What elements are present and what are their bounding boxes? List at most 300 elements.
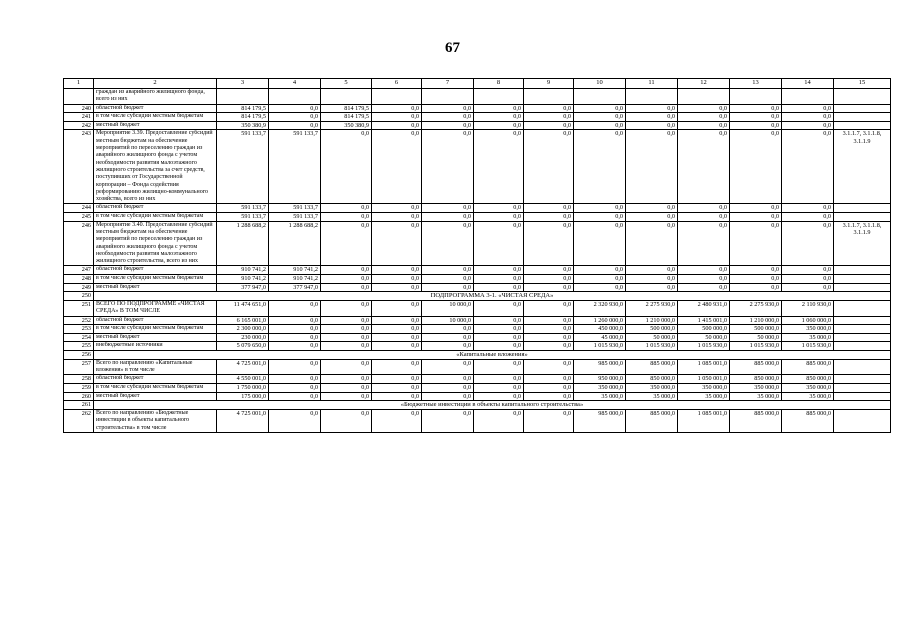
row-name-cell: в том числе субсидии местным бюджетам — [94, 325, 217, 334]
row-number-cell: 246 — [64, 221, 94, 266]
row-value-cell: 0,0 — [474, 375, 524, 384]
row-value-cell: 0,0 — [626, 130, 678, 204]
row-name-cell: Мероприятие 3.40. Предоставление субсидий местным бюджетам на обеспечение мероприятий по переселению граждан из аварийного жилищного фонда с учетом необходимости развития малоэтажного жилищного строительства, всего из них — [94, 221, 217, 266]
column-number-cell: 8 — [474, 79, 524, 89]
row-value-cell: 0,0 — [524, 266, 574, 275]
row-value-cell: 350 000,0 — [782, 384, 834, 393]
column-number-cell: 2 — [94, 79, 217, 89]
row-value-cell: 0,0 — [524, 384, 574, 393]
row-value-cell: 0,0 — [474, 266, 524, 275]
row-value-cell: 0,0 — [474, 316, 524, 325]
row-value-cell: 0,0 — [422, 121, 474, 130]
row-number-cell: 242 — [64, 121, 94, 130]
row-value-cell: 0,0 — [372, 375, 422, 384]
row-value-cell: 0,0 — [782, 204, 834, 213]
row-number-cell: 247 — [64, 266, 94, 275]
row-name-cell: ВСЕГО ПО ПОДПРОГРАММЕ «ЧИСТАЯ СРЕДА» В ТОМ ЧИСЛЕ — [94, 301, 217, 317]
row-value-cell: 885 000,0 — [782, 410, 834, 433]
table-row — [64, 359, 891, 375]
row-value-cell: 0,0 — [524, 221, 574, 266]
row-value-cell: 0,0 — [626, 121, 678, 130]
row-value-cell: 0,0 — [269, 410, 321, 433]
row-value-cell: 0,0 — [574, 213, 626, 222]
row-name-cell: областной бюджет — [94, 104, 217, 113]
row-number-cell: 249 — [64, 283, 94, 292]
row-value-cell: 0,0 — [574, 121, 626, 130]
column-number-cell: 5 — [321, 79, 372, 89]
row-value-cell: 0,0 — [730, 113, 782, 122]
row-value-cell: 1 050 001,0 — [678, 375, 730, 384]
row-value-cell: 850 000,0 — [782, 375, 834, 384]
table-row — [64, 333, 891, 342]
row-number-cell: 241 — [64, 113, 94, 122]
column-number-cell: 11 — [626, 79, 678, 89]
row-value-cell: 0,0 — [372, 266, 422, 275]
column-number-cell: 14 — [782, 79, 834, 89]
row-value-cell: 0,0 — [574, 283, 626, 292]
row-name-cell: внебюджетные источники — [94, 342, 217, 351]
row-value-cell: 0,0 — [422, 204, 474, 213]
row-number-cell: 244 — [64, 204, 94, 213]
table-row — [64, 316, 891, 325]
row-value-cell: 0,0 — [524, 316, 574, 325]
row-value-cell: 0,0 — [372, 342, 422, 351]
row-value-cell: 0,0 — [269, 342, 321, 351]
row-value-cell: 0,0 — [372, 325, 422, 334]
section-row — [64, 401, 891, 410]
row-value-cell: 350 380,9 — [217, 121, 269, 130]
row-value-cell: 35 000,0 — [678, 392, 730, 401]
row-name-cell: областной бюджет — [94, 266, 217, 275]
row-value-cell: 0,0 — [422, 283, 474, 292]
table-row — [64, 104, 891, 113]
row-number-cell: 259 — [64, 384, 94, 393]
row-value-cell: 0,0 — [678, 221, 730, 266]
row-value-cell: 1 085 001,0 — [678, 359, 730, 375]
row-value-cell — [782, 89, 834, 105]
row-name-cell: в том числе субсидии местным бюджетам — [94, 213, 217, 222]
row-value-cell: 0,0 — [730, 213, 782, 222]
row-value-cell: 350 380,9 — [321, 121, 372, 130]
row-value-cell — [474, 89, 524, 105]
row-value-cell: 0,0 — [524, 333, 574, 342]
row-value-cell: 1 015 930,0 — [730, 342, 782, 351]
row-number-cell: 253 — [64, 325, 94, 334]
row-number-cell: 252 — [64, 316, 94, 325]
row-name-cell: Всего по направлению «Бюджетные инвестиции в объекты капитального строительства» в том числе — [94, 410, 217, 433]
row-reference-cell — [834, 392, 891, 401]
section-row — [64, 350, 891, 359]
row-value-cell: 0,0 — [474, 392, 524, 401]
row-value-cell: 0,0 — [321, 325, 372, 334]
row-reference-cell — [834, 342, 891, 351]
row-value-cell: 0,0 — [321, 359, 372, 375]
row-value-cell: 0,0 — [730, 221, 782, 266]
row-value-cell: 50 000,0 — [730, 333, 782, 342]
row-value-cell: 0,0 — [524, 342, 574, 351]
row-value-cell: 0,0 — [321, 333, 372, 342]
row-value-cell: 1 015 930,0 — [782, 342, 834, 351]
row-value-cell: 591 133,7 — [217, 130, 269, 204]
row-value-cell: 2 480 931,0 — [678, 301, 730, 317]
row-reference-cell — [834, 316, 891, 325]
row-value-cell: 0,0 — [321, 283, 372, 292]
row-value-cell: 0,0 — [678, 130, 730, 204]
row-name-cell: в том числе субсидии местным бюджетам — [94, 384, 217, 393]
table-row — [64, 392, 891, 401]
row-value-cell: 1 415 001,0 — [678, 316, 730, 325]
row-value-cell — [321, 89, 372, 105]
row-value-cell: 0,0 — [474, 213, 524, 222]
row-value-cell: 1 210 000,0 — [730, 316, 782, 325]
row-value-cell: 0,0 — [321, 221, 372, 266]
row-reference-cell — [834, 325, 891, 334]
row-name-cell: в том числе субсидии местным бюджетам — [94, 113, 217, 122]
row-value-cell: 0,0 — [730, 121, 782, 130]
row-value-cell: 350 000,0 — [626, 384, 678, 393]
table-row — [64, 283, 891, 292]
row-value-cell: 910 741,2 — [269, 266, 321, 275]
row-value-cell: 814 179,5 — [321, 113, 372, 122]
row-value-cell: 0,0 — [730, 283, 782, 292]
row-value-cell: 0,0 — [269, 375, 321, 384]
row-value-cell: 0,0 — [269, 392, 321, 401]
table-row — [64, 325, 891, 334]
row-reference-cell — [834, 104, 891, 113]
table-row — [64, 121, 891, 130]
row-value-cell: 0,0 — [524, 121, 574, 130]
row-value-cell: 2 275 930,0 — [730, 301, 782, 317]
row-value-cell: 0,0 — [574, 266, 626, 275]
column-number-cell: 4 — [269, 79, 321, 89]
row-value-cell: 0,0 — [372, 283, 422, 292]
row-value-cell: 1 750 000,0 — [217, 384, 269, 393]
row-value-cell: 10 000,0 — [422, 301, 474, 317]
table-row — [64, 301, 891, 317]
row-value-cell: 0,0 — [372, 359, 422, 375]
row-value-cell: 0,0 — [372, 384, 422, 393]
row-value-cell: 0,0 — [782, 221, 834, 266]
row-value-cell: 0,0 — [782, 213, 834, 222]
row-value-cell: 850 000,0 — [730, 375, 782, 384]
page-number: 67 — [445, 40, 460, 56]
row-value-cell: 50 000,0 — [678, 333, 730, 342]
row-value-cell: 885 000,0 — [730, 359, 782, 375]
row-value-cell: 0,0 — [524, 275, 574, 284]
row-name-cell: областной бюджет — [94, 316, 217, 325]
row-number-cell: 248 — [64, 275, 94, 284]
row-value-cell: 0,0 — [574, 204, 626, 213]
row-value-cell: 350 000,0 — [574, 384, 626, 393]
row-number-cell: 255 — [64, 342, 94, 351]
row-value-cell: 0,0 — [626, 275, 678, 284]
row-value-cell: 0,0 — [422, 359, 474, 375]
row-value-cell: 0,0 — [269, 359, 321, 375]
row-value-cell: 175 000,0 — [217, 392, 269, 401]
row-value-cell: 0,0 — [730, 275, 782, 284]
row-value-cell: 0,0 — [524, 359, 574, 375]
row-value-cell: 2 110 930,0 — [782, 301, 834, 317]
row-value-cell: 0,0 — [678, 266, 730, 275]
row-value-cell: 0,0 — [474, 325, 524, 334]
row-value-cell: 0,0 — [678, 213, 730, 222]
row-reference-cell — [834, 213, 891, 222]
row-value-cell: 0,0 — [269, 316, 321, 325]
row-value-cell: 0,0 — [269, 301, 321, 317]
column-number-cell: 13 — [730, 79, 782, 89]
row-value-cell: 0,0 — [321, 384, 372, 393]
row-value-cell: 0,0 — [372, 410, 422, 433]
row-value-cell: 0,0 — [678, 121, 730, 130]
row-value-cell: 1 085 001,0 — [678, 410, 730, 433]
row-value-cell: 0,0 — [524, 325, 574, 334]
table-row — [64, 130, 891, 204]
row-value-cell: 35 000,0 — [626, 392, 678, 401]
row-number-cell: 243 — [64, 130, 94, 204]
row-value-cell: 1 015 930,0 — [678, 342, 730, 351]
row-value-cell: 0,0 — [422, 392, 474, 401]
row-value-cell: 0,0 — [730, 204, 782, 213]
row-value-cell: 0,0 — [422, 266, 474, 275]
row-value-cell: 591 133,7 — [269, 213, 321, 222]
row-number-cell: 251 — [64, 301, 94, 317]
row-value-cell: 885 000,0 — [626, 410, 678, 433]
row-value-cell: 0,0 — [474, 204, 524, 213]
row-reference-cell — [834, 301, 891, 317]
row-value-cell: 1 210 000,0 — [626, 316, 678, 325]
row-value-cell: 985 000,0 — [574, 410, 626, 433]
column-number-cell: 7 — [422, 79, 474, 89]
row-value-cell: 814 179,5 — [321, 104, 372, 113]
row-value-cell: 35 000,0 — [574, 392, 626, 401]
row-value-cell: 1 288 688,2 — [217, 221, 269, 266]
row-value-cell: 4 725 001,0 — [217, 410, 269, 433]
row-value-cell: 0,0 — [422, 375, 474, 384]
row-value-cell — [217, 89, 269, 105]
row-value-cell: 2 275 930,0 — [626, 301, 678, 317]
row-value-cell: 0,0 — [474, 113, 524, 122]
row-value-cell: 0,0 — [269, 104, 321, 113]
row-value-cell: 0,0 — [422, 333, 474, 342]
row-value-cell: 0,0 — [321, 392, 372, 401]
row-value-cell: 0,0 — [474, 359, 524, 375]
row-value-cell: 0,0 — [474, 275, 524, 284]
row-name-cell: Мероприятие 3.39. Предоставление субсидий местным бюджетам на обеспечение мероприятий по переселению граждан из аварийного жилищного фонда с учетом необходимости развития малоэтажного жилищного строительства за счет средств, поступивших от Государственной корпорации – Фонда содействия реформированию жилищно-коммунального хозяйства, всего из них — [94, 130, 217, 204]
row-value-cell: 0,0 — [474, 301, 524, 317]
column-number-cell: 6 — [372, 79, 422, 89]
table-row — [64, 221, 891, 266]
row-value-cell: 2 320 930,0 — [574, 301, 626, 317]
row-value-cell: 0,0 — [524, 283, 574, 292]
row-number-cell: 256 — [64, 350, 94, 359]
row-value-cell: 0,0 — [626, 113, 678, 122]
row-value-cell: 0,0 — [626, 213, 678, 222]
row-value-cell: 0,0 — [678, 104, 730, 113]
row-value-cell: 0,0 — [474, 283, 524, 292]
row-value-cell: 910 741,2 — [269, 275, 321, 284]
row-value-cell: 985 000,0 — [574, 359, 626, 375]
row-value-cell: 45 000,0 — [574, 333, 626, 342]
row-value-cell: 0,0 — [321, 275, 372, 284]
row-value-cell: 0,0 — [574, 113, 626, 122]
row-reference-cell — [834, 204, 891, 213]
row-value-cell: 0,0 — [269, 121, 321, 130]
row-value-cell: 0,0 — [372, 213, 422, 222]
section-row — [64, 292, 891, 301]
row-value-cell: 0,0 — [321, 375, 372, 384]
row-name-cell: областной бюджет — [94, 204, 217, 213]
row-name-cell: местный бюджет — [94, 121, 217, 130]
row-value-cell: 0,0 — [372, 301, 422, 317]
row-value-cell: 0,0 — [574, 130, 626, 204]
row-value-cell: 500 000,0 — [730, 325, 782, 334]
row-value-cell: 0,0 — [626, 266, 678, 275]
row-value-cell: 814 179,5 — [217, 104, 269, 113]
row-value-cell: 0,0 — [730, 266, 782, 275]
row-value-cell: 0,0 — [269, 384, 321, 393]
row-reference-cell — [834, 266, 891, 275]
column-number-cell: 9 — [524, 79, 574, 89]
row-value-cell: 0,0 — [626, 221, 678, 266]
row-value-cell: 500 000,0 — [626, 325, 678, 334]
section-title-cell: «Бюджетные инвестиции в объекты капитального строительства» — [94, 401, 891, 410]
row-value-cell: 0,0 — [524, 410, 574, 433]
row-reference-cell — [834, 333, 891, 342]
row-value-cell: 0,0 — [422, 410, 474, 433]
row-value-cell: 0,0 — [524, 213, 574, 222]
row-value-cell: 591 133,7 — [269, 130, 321, 204]
row-value-cell — [372, 89, 422, 105]
row-value-cell: 0,0 — [321, 204, 372, 213]
row-value-cell: 0,0 — [782, 113, 834, 122]
row-reference-cell — [834, 359, 891, 375]
row-value-cell: 377 947,0 — [269, 283, 321, 292]
row-name-cell: местный бюджет — [94, 333, 217, 342]
row-value-cell: 0,0 — [524, 301, 574, 317]
row-value-cell: 0,0 — [372, 121, 422, 130]
row-value-cell: 0,0 — [474, 221, 524, 266]
row-value-cell: 0,0 — [626, 104, 678, 113]
row-value-cell: 230 000,0 — [217, 333, 269, 342]
row-value-cell: 0,0 — [372, 275, 422, 284]
row-number-cell: 240 — [64, 104, 94, 113]
row-value-cell: 0,0 — [422, 325, 474, 334]
table-row — [64, 204, 891, 213]
row-value-cell: 0,0 — [321, 342, 372, 351]
column-number-row — [64, 79, 891, 89]
row-value-cell: 0,0 — [678, 283, 730, 292]
row-value-cell: 0,0 — [269, 333, 321, 342]
row-value-cell: 1 015 930,0 — [574, 342, 626, 351]
row-value-cell — [626, 89, 678, 105]
row-value-cell: 0,0 — [321, 410, 372, 433]
row-value-cell: 591 133,7 — [269, 204, 321, 213]
row-value-cell — [730, 89, 782, 105]
column-number-cell: 10 — [574, 79, 626, 89]
row-value-cell: 0,0 — [574, 221, 626, 266]
row-value-cell: 0,0 — [474, 384, 524, 393]
row-value-cell: 50 000,0 — [626, 333, 678, 342]
row-value-cell: 885 000,0 — [626, 359, 678, 375]
table-row — [64, 113, 891, 122]
row-value-cell: 0,0 — [730, 130, 782, 204]
row-number-cell: 254 — [64, 333, 94, 342]
row-name-cell: местный бюджет — [94, 283, 217, 292]
row-value-cell: 0,0 — [372, 204, 422, 213]
table-row — [64, 89, 891, 105]
row-value-cell: 11 474 651,0 — [217, 301, 269, 317]
row-value-cell: 0,0 — [782, 266, 834, 275]
row-value-cell: 2 300 000,0 — [217, 325, 269, 334]
row-value-cell: 0,0 — [782, 275, 834, 284]
row-value-cell: 0,0 — [678, 204, 730, 213]
section-title-cell: «Капитальные вложения» — [94, 350, 891, 359]
row-value-cell: 0,0 — [321, 130, 372, 204]
row-number-cell: 260 — [64, 392, 94, 401]
row-value-cell: 0,0 — [372, 333, 422, 342]
row-value-cell: 0,0 — [574, 104, 626, 113]
row-value-cell: 0,0 — [422, 384, 474, 393]
row-value-cell: 450 000,0 — [574, 325, 626, 334]
row-value-cell: 0,0 — [574, 275, 626, 284]
row-value-cell — [524, 89, 574, 105]
row-value-cell: 0,0 — [524, 104, 574, 113]
row-value-cell: 591 133,7 — [217, 213, 269, 222]
row-value-cell: 0,0 — [626, 204, 678, 213]
row-value-cell: 0,0 — [372, 104, 422, 113]
row-reference-cell: 3.1.1.7, 3.1.1.8, 3.1.1.9 — [834, 130, 891, 204]
row-value-cell: 350 000,0 — [678, 384, 730, 393]
row-number-cell: 262 — [64, 410, 94, 433]
row-reference-cell: 3.1.1.7, 3.1.1.8, 3.1.1.9 — [834, 221, 891, 266]
row-value-cell: 910 741,2 — [217, 275, 269, 284]
row-value-cell: 35 000,0 — [782, 392, 834, 401]
row-reference-cell — [834, 384, 891, 393]
row-name-cell: Всего по направлению «Капитальные вложения» в том числе — [94, 359, 217, 375]
row-value-cell: 0,0 — [269, 113, 321, 122]
row-reference-cell — [834, 410, 891, 433]
row-reference-cell — [834, 89, 891, 105]
row-name-cell: местный бюджет — [94, 392, 217, 401]
row-value-cell: 0,0 — [474, 130, 524, 204]
row-number-cell: 258 — [64, 375, 94, 384]
row-value-cell: 377 947,0 — [217, 283, 269, 292]
table-row — [64, 384, 891, 393]
row-value-cell: 591 133,7 — [217, 204, 269, 213]
row-value-cell — [678, 89, 730, 105]
row-value-cell: 1 060 000,0 — [782, 316, 834, 325]
row-value-cell: 0,0 — [321, 266, 372, 275]
column-number-cell: 3 — [217, 79, 269, 89]
row-number-cell: 257 — [64, 359, 94, 375]
row-value-cell: 350 000,0 — [730, 384, 782, 393]
row-value-cell: 350 000,0 — [782, 325, 834, 334]
section-title-cell: ПОДПРОГРАММА 3-1. «ЧИСТАЯ СРЕДА» — [94, 292, 891, 301]
row-value-cell: 0,0 — [782, 130, 834, 204]
row-value-cell: 1 260 000,0 — [574, 316, 626, 325]
row-value-cell: 885 000,0 — [782, 359, 834, 375]
row-value-cell: 910 741,2 — [217, 266, 269, 275]
row-value-cell: 0,0 — [372, 316, 422, 325]
table-row — [64, 275, 891, 284]
table-row — [64, 342, 891, 351]
row-reference-cell — [834, 283, 891, 292]
row-number-cell: 245 — [64, 213, 94, 222]
row-value-cell: 0,0 — [524, 204, 574, 213]
row-value-cell: 5 079 650,0 — [217, 342, 269, 351]
row-value-cell: 35 000,0 — [782, 333, 834, 342]
row-number-cell — [64, 89, 94, 105]
